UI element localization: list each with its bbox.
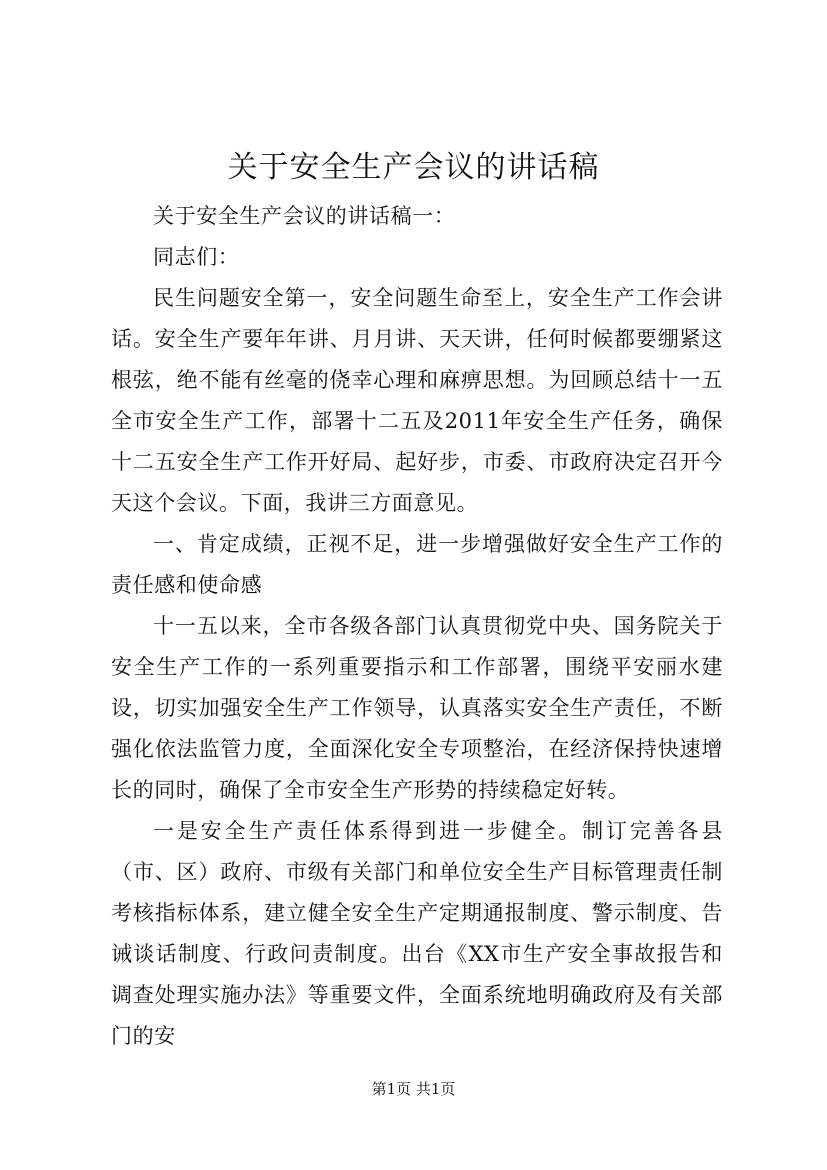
document-body [111,196,723,1057]
page-number: 第1页 共1页 [371,1080,456,1098]
paragraph-salutation: 同志们： [153,245,240,269]
paragraph-achievements: 十一五以来，全市各级各部门认真贯彻党中央、国务院关于安全生产工作的一系列重要指示和工作部署，围绕平安丽水建设，切实加强安全生产工作领导，认真落实安全生产责任，不断强化依法监管力度，全面深化安全专项整治，在经济保持快速增长的同时，确保了全市安全生产形势的持续稳定好转。 [111,614,723,802]
paragraph-heading: 关于安全生产会议的讲话稿一： [153,204,456,228]
paragraph-intro: 民生问题安全第一，安全问题生命至上，安全生产工作会讲话。安全生产要年年讲、月月讲、天天讲，任何时候都要绷紧这根弦，绝不能有丝毫的侥幸心理和麻痹思想。为回顾总结十一五全市安全生产工作，部署十二五及2011年安全生产任务，确保十二五安全生产工作开好局、起好步，市委、市政府决定召开今天这个会议。下面，我讲三方面意见。 [111,286,723,515]
page-footer [0,1078,827,1100]
paragraph-section-heading: 一、肯定成绩，正视不足，进一步增强做好安全生产工作的责任感和使命感 [111,532,723,597]
paragraph-responsibility: 一是安全生产责任体系得到进一步健全。制订完善各县（市、区）政府、市级有关部门和单位安全生产目标管理责任制考核指标体系，建立健全安全生产定期通报制度、警示制度、告诫谈话制度、行政问责制度。出台《XX市生产安全事故报告和调查处理实施办法》等重要文件，全面系统地明确政府及有关部门的安 [111,819,723,1048]
document-title: 关于安全生产会议的讲话稿 [227,150,600,185]
